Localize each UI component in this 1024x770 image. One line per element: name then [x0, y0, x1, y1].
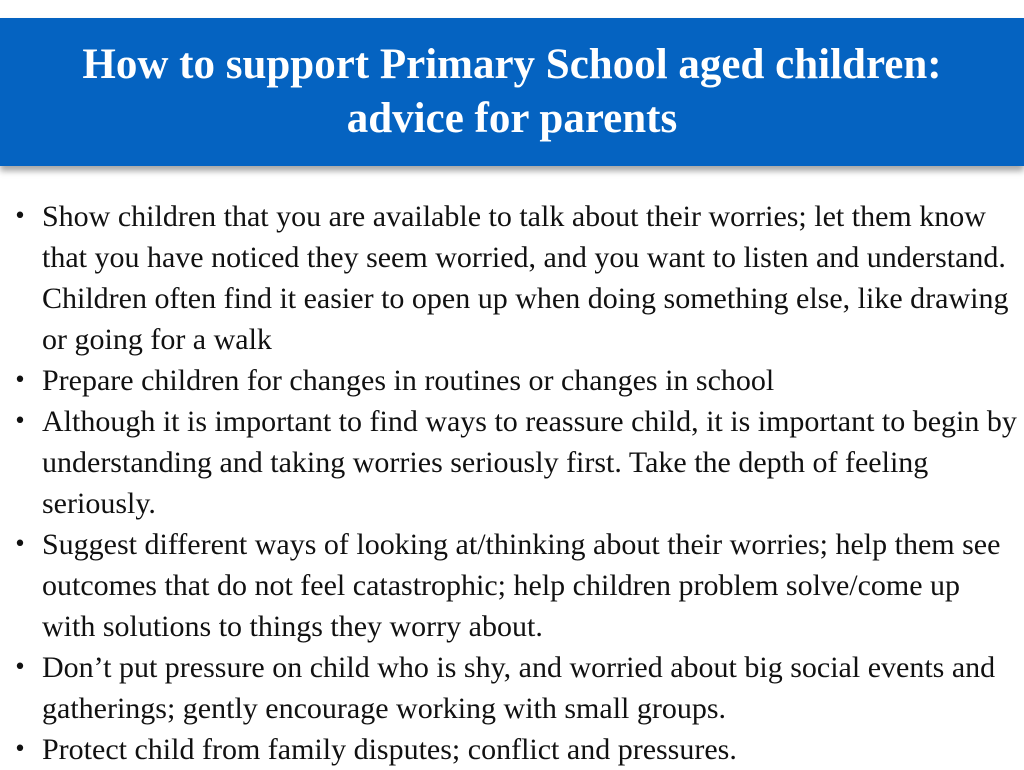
bullet-dot-icon: •: [13, 409, 27, 434]
bullet-item: [10, 360, 1020, 401]
bullet-item: [10, 647, 1020, 729]
bullet-text: Prepare children for changes in routines or changes in school: [42, 364, 775, 397]
bullet-dot-icon: •: [13, 204, 27, 229]
bullet-text: Don’t put pressure on child who is shy, and worried about big social events and gatherings; gently encourage working with small groups.: [42, 651, 996, 725]
bullet-dot-icon: •: [13, 532, 27, 557]
slide-title: [42, 38, 981, 146]
bullet-item: [10, 729, 1020, 770]
bullet-text: Suggest different ways of looking at/thinking about their worries; help them see outcomes that do not feel catastrophic; help children problem solve/come up with solutions to things they worry about.: [42, 528, 1001, 643]
bullet-item: [10, 524, 1020, 647]
title-line-2: advice for parents: [346, 95, 678, 142]
bullet-text: Show children that you are available to talk about their worries; let them know that you have noticed they seem worried, and you want to listen and understand. Children often find it easier to open up when doing something else, like drawing or going for a walk: [42, 200, 1009, 356]
bullet-item: [10, 401, 1020, 524]
title-banner: [0, 18, 1024, 166]
bullet-item: [10, 196, 1020, 360]
bullet-text: Although it is important to find ways to reassure child, it is important to begin by understanding and taking worries seriously first. Take the depth of feeling seriously.: [42, 405, 1017, 520]
bullet-dot-icon: •: [13, 737, 27, 762]
bullet-text: Protect child from family disputes; conflict and pressures.: [42, 733, 737, 766]
bullet-list: [10, 196, 1020, 770]
bullet-dot-icon: •: [13, 655, 27, 680]
bullet-dot-icon: •: [13, 368, 27, 393]
title-line-1: How to support Primary School aged children:: [82, 41, 942, 88]
